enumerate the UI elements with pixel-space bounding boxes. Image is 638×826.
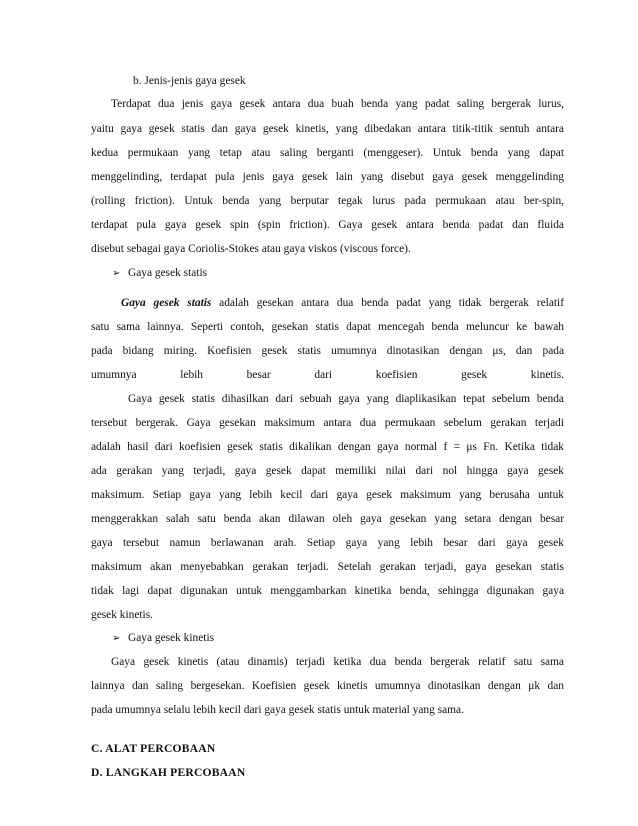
arrowhead-bullet-icon: ➢	[112, 268, 121, 279]
para1-line: disebut sebagai gaya Coriolis-Stokes atau gaya viskos (viscous force).	[91, 243, 411, 255]
arrowhead-bullet-icon: ➢	[112, 633, 121, 644]
para3-line: maksimum akan menyebabkan gerakan terjadi. Setelah gerakan terjadi, gaya gesekan statis	[91, 561, 564, 573]
para1-line: menggelinding, terdapat pula jenis gaya gesek lain yang disebut gaya gesek menggelinding	[91, 171, 564, 183]
bullet-label: Gaya gesek kinetis	[128, 632, 215, 644]
para1-line: terdapat pula gaya gesek spin (spin friction). Gaya gesek antara benda padat dan fluida	[91, 219, 564, 231]
para1-line: kedua permukaan yang tetap atau saling berganti (menggeser). Untuk benda yang dapat	[91, 147, 564, 159]
para3-line: gesek kinetis.	[91, 609, 154, 621]
para1-line: yaitu gaya gesek statis dan gaya gesek kinetis, yang dibedakan antara titik-titik sentuh antara	[91, 123, 564, 135]
para2-line: pada bidang miring. Koefisien gesek statis umumnya dinotasikan dengan μs, dan pada	[91, 345, 564, 357]
bullet-label: Gaya gesek statis	[128, 267, 208, 279]
para2-line: satu sama lainnya. Seperti contoh, gesekan statis dapat mencegah benda meluncur ke bawah	[91, 321, 564, 333]
bullet-item-statis	[112, 266, 585, 281]
para3-line: gaya tersebut namun berlawanan arah. Setiap gaya yang lebih besar dari gaya gesek	[91, 537, 564, 549]
para3-line: maksimum. Setiap gaya yang lebih kecil dari gaya gesek maksimum yang berusaha untuk	[91, 489, 564, 501]
bullet-item-kinetis	[112, 631, 585, 646]
heading-langkah-percobaan: D. LANGKAH PERCOBAAN	[91, 766, 246, 779]
para2-line: umumnya lebih besar dari koefisien gesek kinetis.	[91, 369, 564, 381]
bold-term: Gaya gesek statis	[121, 297, 212, 309]
heading-alat-percobaan: C. ALAT PERCOBAAN	[91, 742, 216, 755]
para1-line: Terdapat dua jenis gaya gesek antara dua buah benda yang padat saling bergerak lurus,	[111, 98, 564, 110]
para3-line: ada gerakan yang terjadi, gaya gesek dapat memiliki nilai dari nol hingga gaya gesek	[91, 465, 564, 477]
para3-line: tersebut bergerak. Gaya gesekan maksimum antara dua permukaan sebelum gerakan terjadi	[91, 417, 564, 429]
para4-line: Gaya gesek kinetis (atau dinamis) terjadi ketika dua benda bergerak relatif satu sama	[111, 656, 564, 668]
para3-line: tidak lagi dapat digunakan untuk menggambarkan kinetika benda, sehingga digunakan gaya	[91, 585, 564, 597]
para3-line: Gaya gesek statis dihasilkan dari sebuah gaya yang diaplikasikan tepat sebelum benda	[128, 393, 564, 405]
para4-line: pada umumnya selalu lebih kecil dari gaya gesek statis untuk material yang sama.	[91, 704, 464, 716]
para3-line: adalah hasil dari koefisien gesek statis dikalikan dengan gaya normal f = μs Fn. Ketika tidak	[91, 441, 564, 453]
sub-heading: b. Jenis-jenis gaya gesek	[133, 75, 246, 87]
para4-line: lainnya dan saling bergesekan. Koefisien gesek kinetis umumnya dinotasikan dengan μk dan	[91, 680, 564, 692]
para3-line: menggerakkan salah satu benda akan dilawan oleh gaya gesekan yang setara dengan besar	[91, 513, 564, 525]
para1-line: (rolling friction). Untuk benda yang berputar tegak lurus pada permukaan atau ber-spin,	[91, 195, 564, 207]
para2-first-line: Gaya gesek statis adalah gesekan antara dua benda padat yang tidak bergerak relatif	[121, 297, 564, 309]
